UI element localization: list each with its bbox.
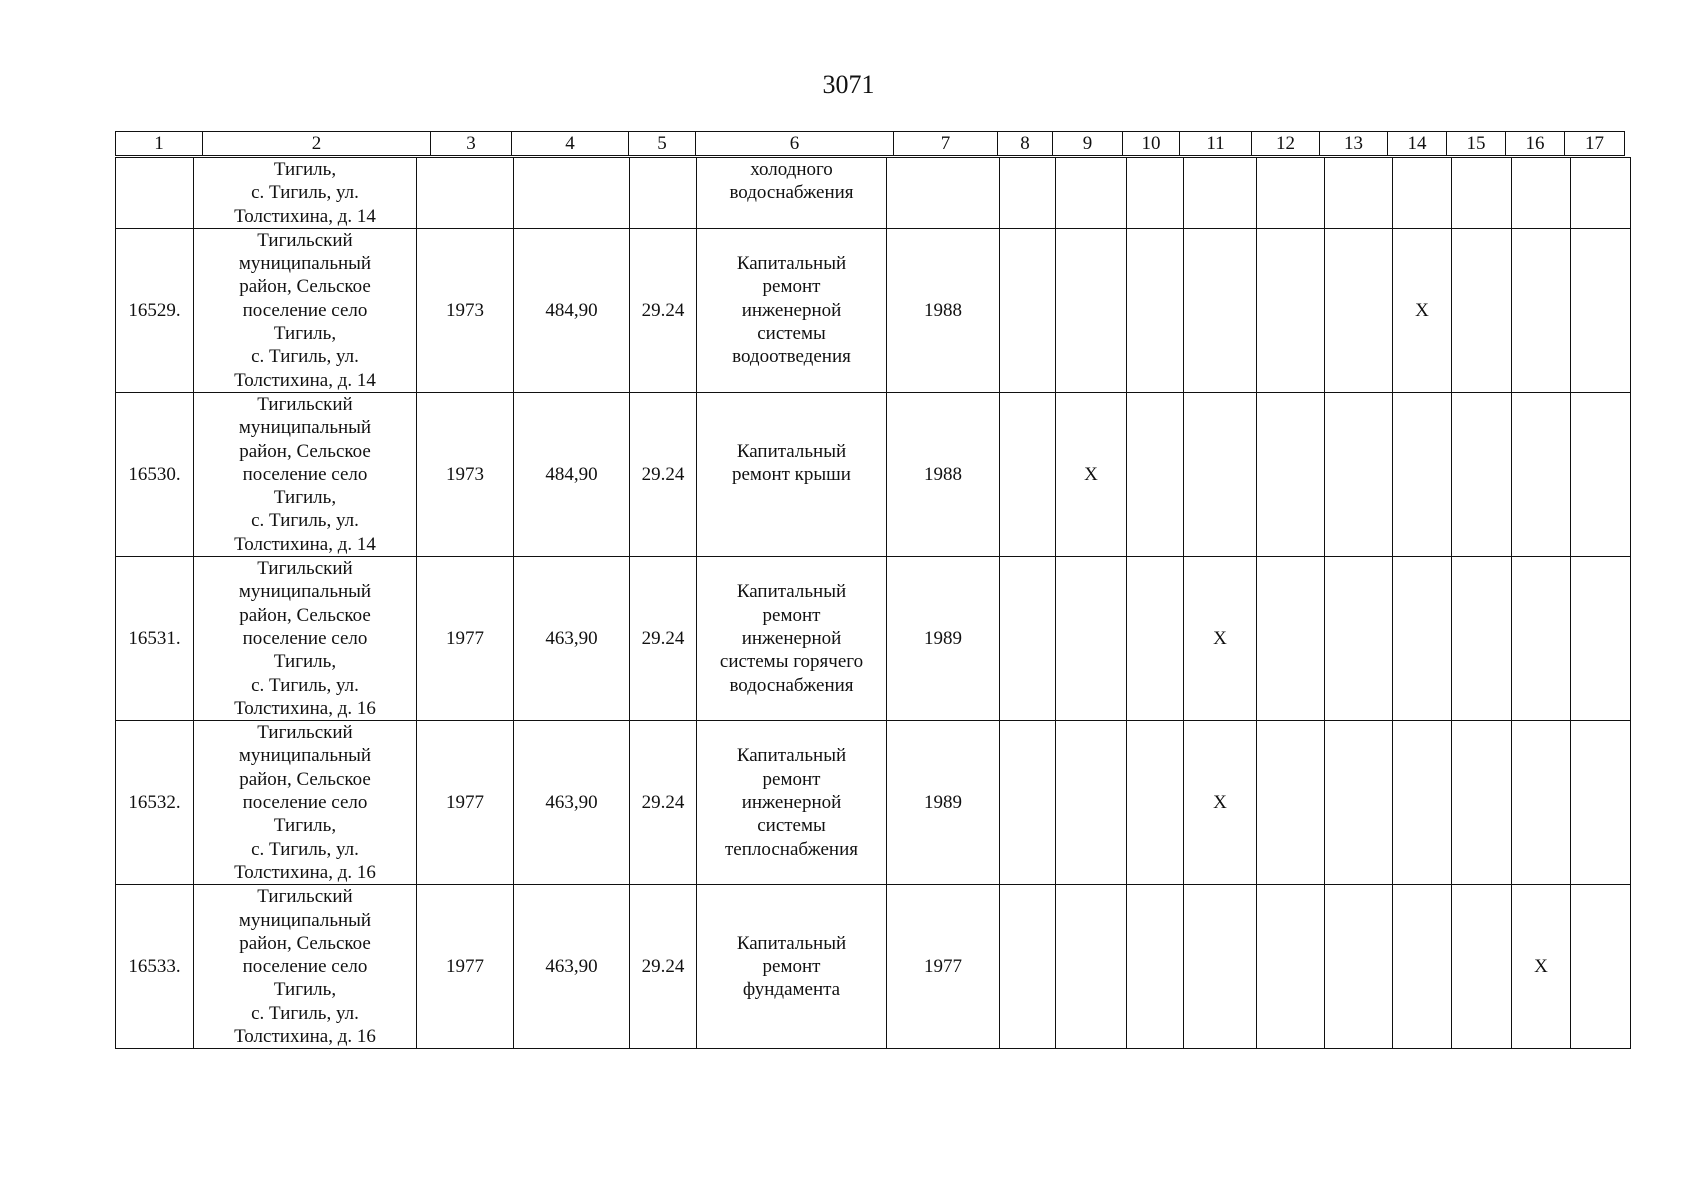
area-cell: 463,90 [514,885,630,1049]
header-cell: 7 [894,132,998,156]
mark-cell [1056,158,1127,229]
work-type-line: Капитальный [736,581,847,603]
address-cell [194,158,417,229]
year-work-cell: 1989 [887,557,1000,721]
work-type-line: теплоснабжения [725,838,858,860]
work-type-line [699,721,884,744]
address-line: с. Тигиль, ул. [251,346,359,368]
year-work-cell [887,158,1000,229]
header-cell: 13 [1320,132,1388,156]
address-line: с. Тигиль, ул. [251,510,359,532]
work-type-line: системы [757,815,826,837]
address-cell [194,721,417,885]
address-line: с. Тигиль, ул. [251,838,359,860]
table-row [116,885,1631,1049]
area-cell: 463,90 [514,721,630,885]
work-type-line: ремонт [762,768,821,790]
header-cell: 10 [1123,132,1180,156]
mark-cell: X [1184,557,1257,721]
mark-cell [1127,158,1184,229]
header-cell: 17 [1565,132,1625,156]
address-line: район, Сельское [239,276,371,298]
address-line: район, Сельское [239,932,371,954]
address-line: Толстихина, д. 16 [234,861,376,883]
year-work-cell: 1988 [887,392,1000,556]
mark-cell [1393,158,1452,229]
mark-cell [1184,158,1257,229]
mark-cell [1571,721,1631,885]
address-line: Тигильский [257,558,353,580]
address-line: Тигильский [257,722,353,744]
mark-cell [1571,392,1631,556]
year-built-cell: 1973 [417,228,514,392]
work-type-line: инженерной [741,299,842,321]
address-line: муниципальный [238,417,372,439]
address-line: с. Тигиль, ул. [251,182,359,204]
work-type-line: инженерной [741,627,842,649]
address-line: Тигильский [257,393,353,415]
work-type-cell [697,885,887,1049]
work-type-line: холодного [750,159,833,180]
row-number-cell: 16530. [116,392,194,556]
address-line: поселение село [242,627,368,649]
work-type-line: ремонт крыши [732,463,851,485]
row-number-cell: 16533. [116,885,194,1049]
table-row [116,158,1631,229]
header-row [116,132,1625,156]
mark-cell: X [1512,885,1571,1049]
address-line: район, Сельское [239,440,371,462]
address-cell [194,885,417,1049]
address-line: Толстихина, д. 14 [234,369,376,391]
mark-cell [1056,885,1127,1049]
work-type-line: Капитальный [736,745,847,767]
header-cell: 12 [1252,132,1320,156]
header-cell: 11 [1180,132,1252,156]
header-cell: 3 [431,132,512,156]
address-line: Тигильский [257,886,353,908]
work-type-cell [697,721,887,885]
year-built-cell [417,158,514,229]
address-line: поселение село [242,463,368,485]
address-line: Тигиль, [273,815,337,837]
header-cell: 14 [1388,132,1447,156]
address-cell [194,228,417,392]
year-built-cell: 1977 [417,885,514,1049]
mark-cell [1452,885,1512,1049]
work-type-cell [697,392,887,556]
work-type-line: фундамента [742,979,841,1001]
area-cell: 484,90 [514,392,630,556]
address-line: Толстихина, д. 14 [234,205,376,227]
header-cell: 15 [1447,132,1506,156]
mark-cell [1000,158,1056,229]
work-type-line [699,909,884,932]
column-5-cell: 29.24 [630,228,697,392]
work-type-cell [697,557,887,721]
year-work-cell: 1977 [887,885,1000,1049]
header-cell: 9 [1053,132,1123,156]
mark-cell [1512,392,1571,556]
year-work-cell: 1989 [887,721,1000,885]
repair-schedule-table [115,157,1631,1049]
address-cell [194,557,417,721]
header-cell: 2 [203,132,431,156]
address-line: Тигиль, [273,323,337,345]
mark-cell [1184,228,1257,392]
work-type-line: ремонт [762,604,821,626]
work-type-line: Капитальный [736,253,847,275]
page-number: 3071 [822,70,875,99]
mark-cell: X [1184,721,1257,885]
header-cell: 6 [696,132,894,156]
work-type-cell [697,228,887,392]
mark-cell [1257,228,1325,392]
address-line: поселение село [242,299,368,321]
mark-cell [1452,158,1512,229]
area-cell: 463,90 [514,557,630,721]
header-cell: 5 [629,132,696,156]
mark-cell [1000,392,1056,556]
row-number-cell: 16531. [116,557,194,721]
header-cell: 1 [116,132,203,156]
mark-cell [1571,557,1631,721]
work-type-line [699,229,884,252]
address-line: Тигиль, [273,487,337,509]
work-type-line: водоснабжения [729,674,854,696]
work-type-line: Капитальный [736,932,847,954]
mark-cell [1000,557,1056,721]
area-cell: 484,90 [514,228,630,392]
column-5-cell: 29.24 [630,557,697,721]
mark-cell [1325,885,1393,1049]
mark-cell [1056,721,1127,885]
work-type-line [699,416,884,439]
column-5-cell: 29.24 [630,885,697,1049]
address-line: район, Сельское [239,604,371,626]
address-cell [194,392,417,556]
mark-cell [1452,721,1512,885]
column-5-cell [630,158,697,229]
mark-cell [1512,557,1571,721]
mark-cell [1184,885,1257,1049]
year-work-cell: 1988 [887,228,1000,392]
mark-cell [1257,158,1325,229]
address-line: муниципальный [238,253,372,275]
mark-cell [1056,557,1127,721]
mark-cell [1571,158,1631,229]
mark-cell [1512,158,1571,229]
work-type-line: инженерной [741,792,842,814]
address-line: Тигильский [257,229,353,251]
table-row [116,721,1631,885]
address-line: муниципальный [238,909,372,931]
header-cell: 4 [512,132,629,156]
mark-cell [1000,721,1056,885]
address-line: муниципальный [238,745,372,767]
mark-cell [1452,392,1512,556]
year-built-cell: 1977 [417,721,514,885]
year-built-cell: 1977 [417,557,514,721]
year-built-cell: 1973 [417,392,514,556]
address-line: поселение село [242,956,368,978]
mark-cell [1393,392,1452,556]
mark-cell [1393,557,1452,721]
address-line: Тигиль, [273,651,337,673]
mark-cell [1127,721,1184,885]
mark-cell [1127,885,1184,1049]
work-type-line [699,885,884,908]
mark-cell [1571,885,1631,1049]
mark-cell [1257,557,1325,721]
mark-cell [1127,392,1184,556]
work-type-line: ремонт [762,276,821,298]
table-row [116,392,1631,556]
mark-cell [1056,228,1127,392]
address-line: с. Тигиль, ул. [251,1002,359,1024]
work-type-line [699,393,884,416]
work-type-line: системы горячего [719,651,864,673]
work-type-line: водоснабжения [729,182,854,204]
mark-cell [1000,885,1056,1049]
address-line: поселение село [242,792,368,814]
row-number-cell: 16529. [116,228,194,392]
mark-cell [1571,228,1631,392]
mark-cell [1325,392,1393,556]
row-number-cell: 16532. [116,721,194,885]
mark-cell [1325,721,1393,885]
address-line: муниципальный [238,581,372,603]
column-5-cell: 29.24 [630,392,697,556]
mark-cell [1257,885,1325,1049]
work-type-line [699,557,884,580]
work-type-cell [697,158,887,229]
address-line: Толстихина, д. 16 [234,1025,376,1047]
table-row [116,228,1631,392]
table-row [116,557,1631,721]
mark-cell [1393,885,1452,1049]
area-cell [514,158,630,229]
mark-cell [1127,228,1184,392]
row-number-cell [116,158,194,229]
mark-cell: X [1056,392,1127,556]
address-line: Тигиль, [273,159,337,180]
address-line: Тигиль, [273,979,337,1001]
work-type-line: системы [757,323,826,345]
address-line: район, Сельское [239,768,371,790]
column-5-cell: 29.24 [630,721,697,885]
mark-cell [1000,228,1056,392]
mark-cell [1325,228,1393,392]
mark-cell [1257,392,1325,556]
address-line: с. Тигиль, ул. [251,674,359,696]
column-number-header [115,131,1625,156]
mark-cell [1127,557,1184,721]
mark-cell [1393,721,1452,885]
mark-cell [1512,228,1571,392]
mark-cell [1452,228,1512,392]
address-line: Толстихина, д. 16 [234,697,376,719]
work-type-line: Капитальный [736,440,847,462]
mark-cell: X [1393,228,1452,392]
mark-cell [1452,557,1512,721]
mark-cell [1325,557,1393,721]
work-type-line: ремонт [762,956,821,978]
mark-cell [1257,721,1325,885]
address-line: Толстихина, д. 14 [234,533,376,555]
header-cell: 8 [998,132,1053,156]
mark-cell [1184,392,1257,556]
header-cell: 16 [1506,132,1565,156]
mark-cell [1325,158,1393,229]
mark-cell [1512,721,1571,885]
work-type-line: водоотведения [732,346,851,368]
